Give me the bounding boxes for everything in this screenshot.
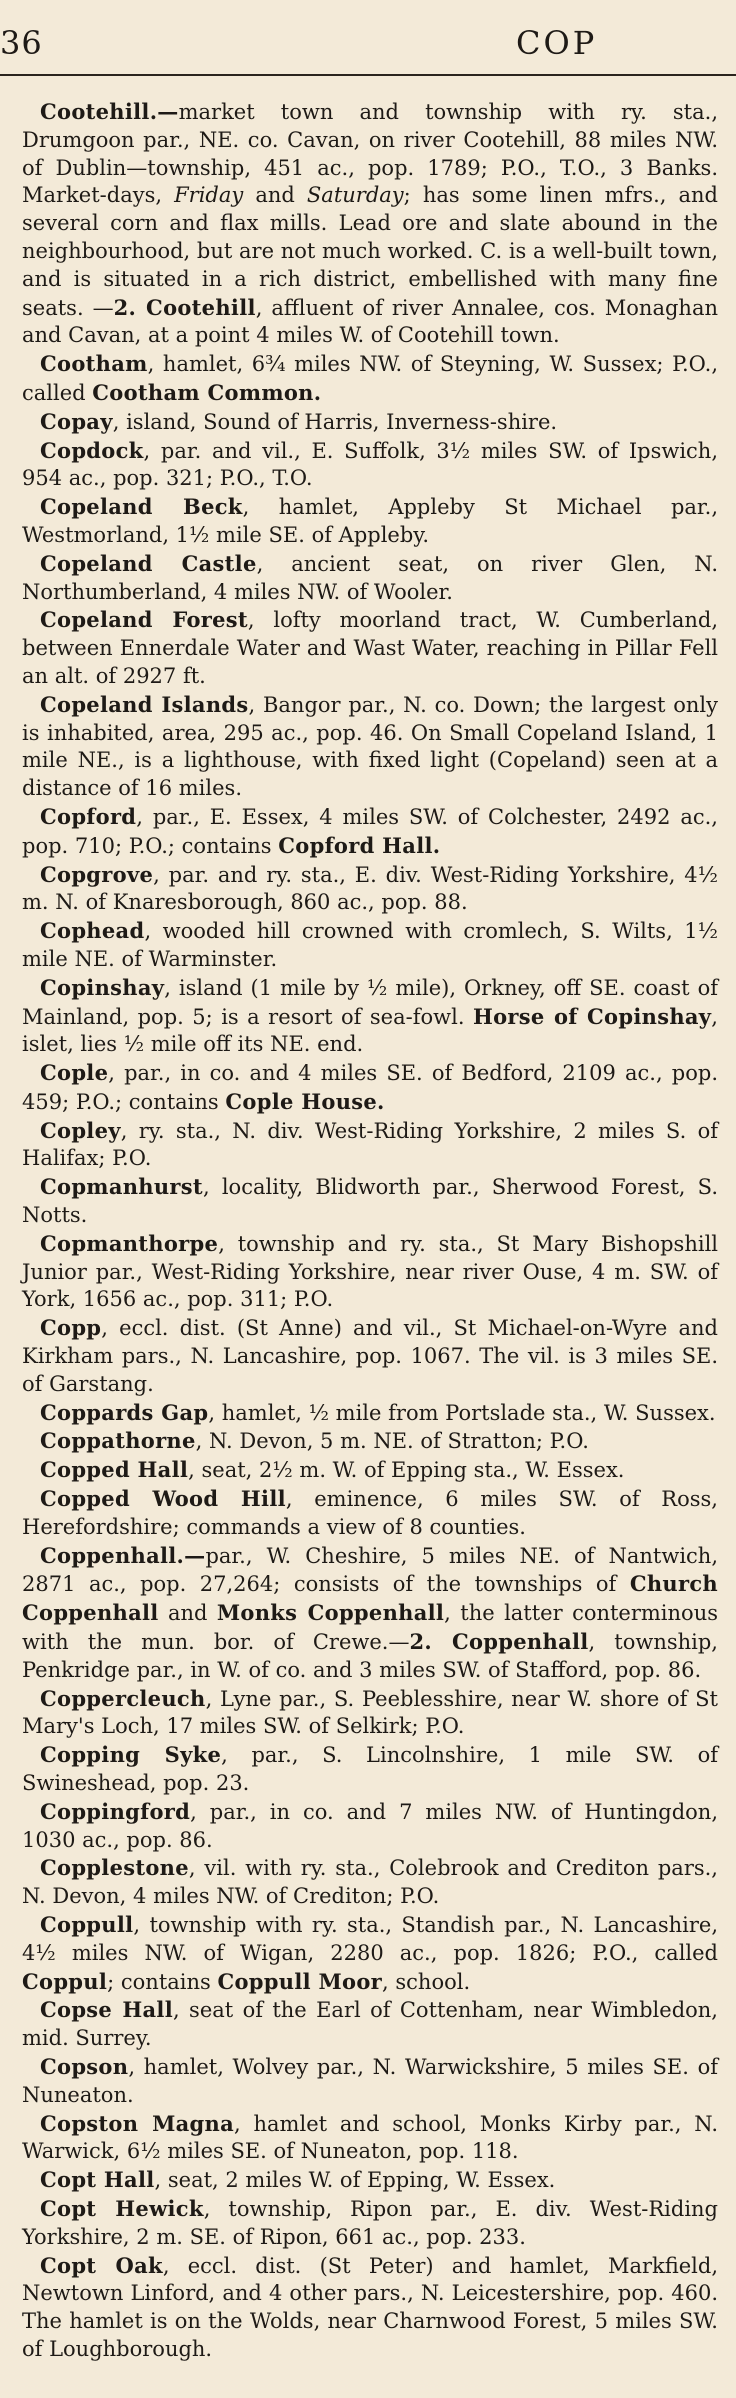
header-rule	[0, 74, 736, 76]
gazetteer-entry	[22, 917, 718, 974]
entry-text: , locality, Blidworth par., Sherwood Forest, S. Notts.	[22, 1175, 718, 1228]
gazetteer-entry	[22, 550, 718, 607]
entry-text: , eccl. dist. (St Peter) and hamlet, Markfield, Newtown Linford, and 4 other pars., N. Leicestershire, pop. 460. The hamlet is on the Wolds, near Charnwood Forest, 5 miles SW. of Loughborough.	[22, 2253, 718, 2361]
entry-text: , par., in co. and 4 miles SE. of Bedford, 2109 ac., pop. 459; P.O.; contains	[22, 1061, 718, 1114]
entry-text: and	[243, 183, 307, 208]
entry-text: , ry. sta., N. div. West-Riding Yorkshire, 2 miles S. of Halifax; P.O.	[22, 1118, 718, 1171]
gazetteer-entry	[22, 98, 718, 350]
entry-headword: Coppul	[22, 1968, 108, 1994]
entry-headword: Copse Hall	[40, 1997, 173, 2023]
entry-headword: Copinshay	[40, 974, 165, 1000]
entry-text: , Bangor par., N. co. Down; the largest only is inhabited, area, 295 ac., pop. 46. On Small Copeland Island, 1 mile NE., is a lighthouse, with fixed light (Copeland) seen at a distance of 16 miles.	[22, 692, 718, 801]
entry-headword: Cople House.	[225, 1088, 385, 1114]
entry-headword: Cople	[40, 1060, 109, 1086]
gazetteer-entry	[22, 2166, 718, 2195]
entry-text: , eccl. dist. (St Anne) and vil., St Michael-on-Wyre and Kirkham pars., N. Lancashire, pop. 1067. The vil. is 3 miles SE. of Garstang.	[22, 1316, 718, 1396]
entry-text: , seat of the Earl of Cottenham, near Wimbledon, mid. Surrey.	[22, 1998, 718, 2051]
entry-text: , eminence, 6 miles SW. of Ross, Herefordshire; commands a view of 8 counties.	[22, 1487, 718, 1539]
entry-text: , island (1 mile by ½ mile), Orkney, off SE. coast of Mainland, pop. 5; is a resort of sea-fowl.	[22, 975, 718, 1029]
gazetteer-entry	[22, 803, 718, 861]
entry-text: , hamlet and school, Monks Kirby par., N. Warwick, 6½ miles SE. of Nuneaton, pop. 118.	[22, 2111, 718, 2164]
entry-text: , township with ry. sta., Standish par., N. Lancashire, 4½ miles NW. of Wigan, 2280 ac., pop. 1826; P.O., called	[22, 1913, 718, 1965]
entry-text: ; has some linen mfrs., and several corn and flax mills. Lead ore and slate abound in the neighbourhood, but are not much worked. C. is a well-built town, and is situated in a rich district, embellished with many fine seats. —	[22, 183, 718, 320]
gazetteer-entry	[22, 1685, 718, 1742]
entry-headword: Cophead	[40, 918, 145, 944]
entry-text: par., W. Cheshire, 5 miles NE. of Nantwich, 2871 ac., pop. 27,264; consists of the townships of	[22, 1543, 718, 1597]
entry-headword: Copped Hall	[40, 1457, 189, 1483]
entry-text: , hamlet, ½ mile from Portslade sta., W. Sussex.	[208, 1400, 716, 1425]
entry-text: , seat, 2 miles W. of Epping, W. Essex.	[154, 2168, 556, 2193]
gazetteer-entry	[22, 350, 718, 408]
gazetteer-entry	[22, 1059, 718, 1117]
gazetteer-entry	[22, 2053, 718, 2110]
entry-headword: Coppenhall.—	[40, 1542, 206, 1568]
entry-text: , township and ry. sta., St Mary Bishopshill Junior par., West-Riding Yorkshire, near river Ouse, 4 m. SW. of York, 1656 ac., pop. 311; P.O.	[22, 1231, 718, 1312]
entry-text: , island, Sound of Harris, Inverness-shire.	[112, 409, 558, 434]
gazetteer-entry	[22, 1230, 718, 1314]
page-number: 36	[0, 24, 43, 62]
page-header	[0, 0, 736, 74]
gazetteer-entry	[22, 1399, 718, 1428]
entry-text: , hamlet, Appleby St Michael par., Westmorland, 1½ mile SE. of Appleby.	[22, 495, 718, 547]
entry-text: , school.	[382, 1969, 471, 1994]
entry-headword: Coppercleuch	[40, 1685, 206, 1711]
entry-headword: Copt Oak	[40, 2252, 163, 2278]
gazetteer-entry	[22, 1911, 718, 1996]
entry-headword: Copay	[40, 408, 113, 434]
gazetteer-entry	[22, 437, 718, 494]
gazetteer-entry	[22, 1485, 718, 1542]
gazetteer-entry	[22, 1173, 718, 1230]
entry-text: , hamlet, 6¾ miles NW. of Steyning, W. Sussex; P.O., called	[22, 352, 718, 405]
entry-text: , the latter conterminous with the mun. bor. of Crewe.—	[22, 1601, 718, 1655]
entry-headword: Horse of Copinshay	[472, 1003, 712, 1029]
gazetteer-entry	[22, 2110, 718, 2167]
entry-text: , Lyne par., S. Peeblesshire, near W. shore of St Mary's Loch, 17 miles SW. of Selkirk; P.O.	[22, 1686, 718, 1739]
entry-italic-text: Saturday	[306, 183, 404, 208]
entry-headword: Coppull	[40, 1912, 134, 1937]
gazetteer-entry	[22, 1117, 718, 1174]
entry-headword: Copeland Beck	[40, 494, 243, 520]
gazetteer-entry	[22, 861, 718, 918]
gazetteer-entry	[22, 408, 718, 437]
entry-headword: Copplestone	[40, 1855, 189, 1881]
entry-text: , wooded hill crowned with cromlech, S. Wilts, 1½ mile NE. of Warminster.	[22, 919, 718, 971]
entry-headword: Copped Wood Hill	[40, 1486, 286, 1512]
gazetteer-entry	[22, 493, 718, 550]
entry-text: , seat, 2½ m. W. of Epping sta., W. Essex.	[188, 1458, 625, 1483]
entry-text: , par., S. Lincolnshire, 1 mile SW. of Swineshead, pop. 23.	[22, 1743, 718, 1796]
entry-headword: Coppards Gap	[40, 1399, 209, 1425]
entry-text: , township, Penkridge par., in W. of co. and 3 miles SW. of Stafford, pop. 86.	[22, 1630, 718, 1682]
entry-text: , lofty moorland tract, W. Cumberland, between Ennerdale Water and Wast Water, reaching in Pillar Fell an alt. of 2927 ft.	[22, 608, 719, 688]
entry-headword: Copeland Islands	[40, 691, 249, 717]
entry-headword: 2. Coppenhall	[409, 1629, 589, 1655]
entry-headword: Copeland Forest	[40, 607, 248, 633]
entry-headword: Church Coppenhall	[22, 1571, 718, 1626]
entry-text: and	[158, 1601, 217, 1626]
entry-headword: Copley	[40, 1117, 121, 1143]
entry-text: , par. and ry. sta., E. div. West-Riding Yorkshire, 4½ m. N. of Knaresborough, 860 ac., pop. 88.	[22, 862, 718, 915]
gazetteer-entry	[22, 1741, 718, 1798]
entry-text: , hamlet, Wolvey par., N. Warwickshire, 5 miles SE. of Nuneaton.	[22, 2054, 718, 2107]
entry-text: , par. and vil., E. Suffolk, 3½ miles SW. of Ipswich, 954 ac., pop. 321; P.O., T.O.	[22, 438, 718, 491]
entry-text: ; contains	[107, 1969, 218, 1994]
entry-text: , islet, lies ½ mile off its NE. end.	[22, 1004, 718, 1057]
entry-italic-text: Friday	[174, 183, 244, 208]
entry-headword: Coppathorne	[40, 1428, 196, 1454]
entry-text: , township, Ripon par., E. div. West-Riding Yorkshire, 2 m. SE. of Ripon, 661 ac., pop. 233.	[22, 2196, 719, 2249]
entry-headword: Copping Syke	[40, 1742, 222, 1768]
entry-headword: Copmanhurst	[40, 1174, 203, 1200]
entry-text: , affluent of river Annalee, cos. Monaghan and Cavan, at a point 4 miles W. of Cootehill town.	[22, 295, 718, 348]
entry-text: , ancient seat, on river Glen, N. Northumberland, 4 miles NW. of Wooler.	[22, 551, 719, 604]
entry-headword: Copeland Castle	[40, 550, 257, 576]
entry-headword: Cootehill.—	[40, 99, 179, 124]
entry-headword: Copdock	[40, 437, 144, 463]
entry-headword: Cootham Common.	[92, 379, 322, 405]
entry-text: , par., E. Essex, 4 miles SW. of Colchester, 2492 ac., pop. 710; P.O.; contains	[22, 804, 718, 858]
running-head: COP	[516, 24, 598, 62]
gazetteer-entry	[22, 1427, 718, 1456]
entry-text: , vil. with ry. sta., Colebrook and Crediton pars., N. Devon, 4 miles NW. of Crediton; P.O.	[22, 1856, 718, 1909]
entry-text: market town and township with ry. sta., Drumgoon par., NE. co. Cavan, on river Cootehill, 88 miles NW. of Dublin—township, 451 ac., pop. 1789; P.O., T.O., 3 Banks. Market-days,	[22, 100, 718, 208]
entry-headword: Copson	[40, 2053, 129, 2079]
gazetteer-entry	[22, 691, 718, 803]
entry-headword: Copp	[40, 1315, 102, 1341]
entry-headword: Monks Coppenhall	[216, 1600, 445, 1626]
gazetteer-entry	[22, 1798, 718, 1855]
gazetteer-entry	[22, 606, 718, 690]
entry-headword: Copt Hall	[40, 2167, 155, 2193]
entry-text: , par., in co. and 7 miles NW. of Huntingdon, 1030 ac., pop. 86.	[22, 1799, 718, 1852]
entry-headword: Coppingford	[40, 1798, 191, 1824]
entry-headword: Cootham	[40, 351, 148, 377]
gazetteer-entry	[22, 2252, 718, 2364]
gazetteer-entry	[22, 2195, 718, 2252]
gazetteer-entry	[22, 1456, 718, 1485]
entry-headword: Copt Hewick	[40, 2195, 204, 2221]
entry-headword: Copgrove	[40, 861, 154, 887]
gazetteer-entry	[22, 1996, 718, 2053]
entry-headword: Copford Hall.	[278, 832, 441, 858]
entry-headword: Copford	[40, 803, 137, 829]
gazetteer-entry	[22, 974, 718, 1059]
gazetteer-entry	[22, 1854, 718, 1911]
entry-list	[22, 98, 718, 2364]
entry-headword: Copmanthorpe	[40, 1230, 219, 1256]
entry-headword: 2. Cootehill	[113, 294, 256, 320]
entry-headword: Coppull Moor	[217, 1968, 383, 1994]
entry-text: , N. Devon, 5 m. NE. of Stratton; P.O.	[195, 1429, 589, 1454]
gazetteer-entry	[22, 1542, 718, 1685]
gazetteer-entry	[22, 1314, 718, 1398]
entry-headword: Copston Magna	[40, 2110, 234, 2136]
